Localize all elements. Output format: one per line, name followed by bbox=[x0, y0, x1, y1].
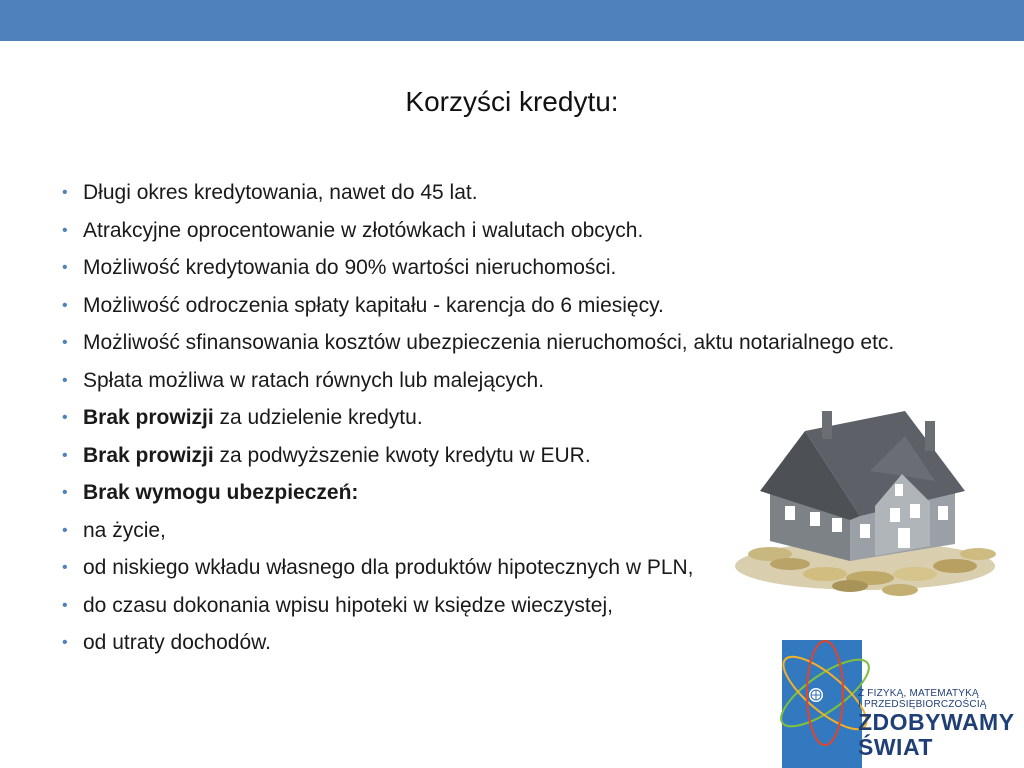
bullet-dot-icon: • bbox=[62, 446, 68, 464]
bullet-dot-icon: • bbox=[62, 559, 68, 576]
bullet-item: • do czasu dokonania wpisu hipoteki w księdze wieczystej, bbox=[62, 591, 743, 620]
bullet-dot-icon: • bbox=[62, 596, 68, 614]
bullet-item: • Brak wymogu ubezpieczeń: bbox=[62, 478, 743, 507]
logo-tagline-1: Z FIZYKĄ, MATEMATYKĄ bbox=[858, 688, 979, 699]
bullet-dot-icon: • bbox=[62, 296, 68, 314]
bullet-dot-icon: • bbox=[62, 221, 68, 239]
bullet-item: • Spłata możliwa w ratach równych lub malejących. bbox=[62, 366, 743, 395]
bullet-item: • Atrakcyjne oprocentowanie w złotówkach i walutach obcych. bbox=[62, 216, 953, 245]
logo-text bbox=[858, 688, 1015, 760]
bullet-item: • Możliwość sfinansowania kosztów ubezpieczenia nieruchomości, aktu notarialnego etc. bbox=[62, 328, 953, 357]
house-on-coins-image bbox=[730, 396, 1000, 601]
bullet-item: • na życie, bbox=[62, 516, 743, 545]
bullet-item: • od niskiego wkładu własnego dla produktów hipotecznych w PLN, bbox=[62, 553, 953, 582]
bullet-dot-icon: • bbox=[62, 484, 68, 501]
header-bar bbox=[0, 0, 1024, 41]
bullet-dot-icon: • bbox=[62, 521, 68, 539]
bullet-dot-icon: • bbox=[62, 259, 68, 276]
bullet-dot-icon: • bbox=[62, 634, 68, 651]
logo-title-1: ZDOBYWAMY bbox=[858, 709, 1015, 735]
bullet-item: • Brak prowizji za podwyższenie kwoty kredytu w EUR. bbox=[62, 441, 743, 470]
bullet-dot-icon: • bbox=[62, 371, 68, 389]
bullet-item: • Długi okres kredytowania, nawet do 45 lat. bbox=[62, 178, 953, 207]
slide-title: Korzyści kredytu: bbox=[405, 86, 619, 117]
bullet-item: • od utraty dochodów. bbox=[62, 628, 743, 657]
bullet-item: • Brak prowizji za udzielenie kredytu. bbox=[62, 403, 743, 432]
bullet-dot-icon: • bbox=[62, 409, 68, 426]
bullet-dot-icon: • bbox=[62, 184, 68, 201]
bullet-item: • Możliwość odroczenia spłaty kapitału - karencja do 6 miesięcy. bbox=[62, 291, 953, 320]
logo-title-2: ŚWIAT bbox=[858, 734, 933, 760]
bullet-item: • Możliwość kredytowania do 90% wartości nieruchomości. bbox=[62, 253, 953, 282]
logo-tagline-2: I PRZEDSIĘBIORCZOŚCIĄ bbox=[858, 699, 987, 710]
bullet-dot-icon: • bbox=[62, 334, 68, 351]
